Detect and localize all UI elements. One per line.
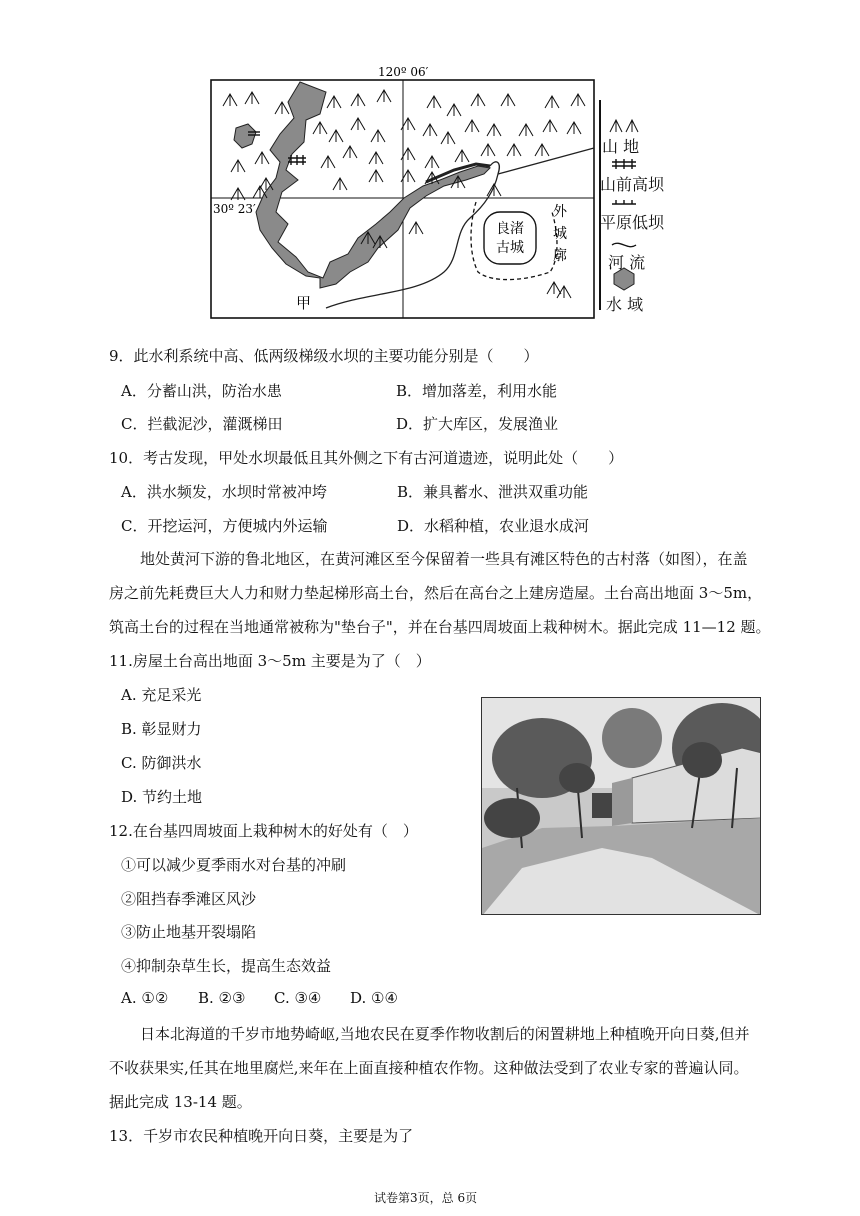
q9-option-d[interactable]: D．扩大库区，发展渔业 bbox=[396, 415, 559, 433]
q9-option-b[interactable]: B．增加落差，利用水能 bbox=[396, 382, 558, 400]
point-jia-label: 甲 bbox=[296, 294, 312, 312]
q12-stem: 12.在台基四周坡面上栽种树木的好处有（ ） bbox=[109, 822, 418, 840]
q12-option-d[interactable]: D. ①④ bbox=[350, 989, 398, 1007]
mountain-icon bbox=[369, 170, 383, 182]
mountain-icon bbox=[333, 178, 347, 190]
mountain-icon bbox=[255, 152, 269, 164]
outer-wall-label-3: 廓 bbox=[553, 248, 567, 264]
q9-option-c[interactable]: C．拦截泥沙，灌溉梯田 bbox=[121, 415, 283, 433]
mountain-icon bbox=[571, 94, 585, 106]
mountain-icon bbox=[543, 120, 557, 132]
city-label-2: 古城 bbox=[496, 240, 524, 256]
mountain-icon bbox=[535, 144, 549, 156]
mountain-icon bbox=[455, 150, 469, 162]
mountain-icon bbox=[427, 96, 441, 108]
q10-stem: 10．考古发现，甲处水坝最低且其外侧之下有古河道遗迹，说明此处（ ） bbox=[109, 449, 624, 467]
mountain-icon bbox=[487, 184, 501, 196]
outer-wall-label-1: 外 bbox=[553, 204, 567, 220]
mountain-icon bbox=[425, 156, 439, 168]
q10-option-d[interactable]: D．水稻种植，农业退水成河 bbox=[397, 517, 590, 535]
village-photo bbox=[481, 697, 761, 915]
passage1-line-1: 地处黄河下游的鲁北地区，在黄河滩区至今保留着一些具有滩区特色的古村落（如图），在盖 bbox=[140, 550, 748, 568]
passage2-line-3: 据此完成 13-14 题。 bbox=[109, 1093, 252, 1111]
q12-option-c[interactable]: C. ③④ bbox=[274, 989, 322, 1007]
liangzhu-city bbox=[484, 212, 536, 264]
mountain-icon bbox=[245, 92, 259, 104]
mountain-icon bbox=[557, 286, 571, 298]
mountain-icon bbox=[377, 90, 391, 102]
mountain-icon bbox=[313, 122, 327, 134]
river-line bbox=[326, 162, 499, 308]
mountain-icon bbox=[447, 104, 461, 116]
mountain-icon bbox=[567, 122, 581, 134]
page-footer: 试卷第3页，总 6页 bbox=[374, 1191, 478, 1205]
legend-mountain-icon bbox=[610, 120, 638, 132]
q10-option-a[interactable]: A．洪水频发，水坝时常被冲垮 bbox=[121, 483, 327, 501]
q9-option-a[interactable]: A．分蓄山洪，防治水患 bbox=[121, 382, 282, 400]
mountain-icon bbox=[351, 118, 365, 130]
city-label-1: 良渚 bbox=[496, 221, 524, 237]
q12-option-b[interactable]: B. ②③ bbox=[198, 989, 246, 1007]
mountain-icon bbox=[343, 146, 357, 158]
q11-option-a[interactable]: A. 充足采光 bbox=[121, 686, 202, 704]
mountain-icon bbox=[507, 144, 521, 156]
mountain-icon bbox=[545, 96, 559, 108]
village-photo-drawing bbox=[482, 698, 761, 915]
q13-stem: 13．千岁市农民种植晚开向日葵，主要是为了 bbox=[109, 1127, 414, 1145]
passage1-line-2: 房之前先耗费巨大人力和财力垫起梯形高土台，然后在高台之上建房造屋。土台高出地面 3～5m， bbox=[109, 584, 763, 602]
q10-option-b[interactable]: B．兼具蓄水、泄洪双重功能 bbox=[397, 483, 589, 501]
q12-option-a[interactable]: A. ①② bbox=[121, 989, 169, 1007]
q12-item-4: ④抑制杂草生长，提高生态效益 bbox=[121, 957, 332, 975]
mountain-icon bbox=[471, 94, 485, 106]
legend-low-dam-icon bbox=[612, 200, 636, 204]
q11-option-b[interactable]: B. 彰显财力 bbox=[121, 720, 202, 738]
legend-low-dam-label: 平原低坝 bbox=[600, 213, 665, 232]
mountain-icon bbox=[327, 96, 341, 108]
small-lake bbox=[234, 124, 256, 148]
passage2-line-2: 不收获果实,任其在地里腐烂,来年在上面直接种植农作物。这种做法受到了农业专家的普遍认同。 bbox=[109, 1059, 749, 1077]
q9-stem: 9．此水利系统中高、低两级梯级水坝的主要功能分别是（ ） bbox=[109, 347, 539, 365]
mountain-icon bbox=[275, 102, 289, 114]
mountain-icon bbox=[547, 282, 561, 294]
legend-high-dam-label: 山前高坝 bbox=[600, 175, 665, 194]
legend-mountain-label: 山 地 bbox=[602, 137, 640, 156]
mountain-icon bbox=[371, 130, 385, 142]
passage2-line-1: 日本北海道的千岁市地势崎岖,当地农民在夏季作物收割后的闲置耕地上种植晚开向日葵,但并 bbox=[140, 1025, 750, 1043]
mountain-icon bbox=[329, 130, 343, 142]
q12-item-2: ②阻挡春季滩区风沙 bbox=[121, 890, 257, 908]
mountain-icon bbox=[423, 124, 437, 136]
mountain-icon bbox=[231, 160, 245, 172]
outer-wall-label-2: 城 bbox=[553, 226, 567, 242]
mountain-icon bbox=[369, 152, 383, 164]
passage1-line-3: 筑高土台的过程在当地通常被称为"垫台子"，并在台基四周坡面上栽种树木。据此完成 11—12 题。 bbox=[109, 618, 771, 636]
q12-item-3: ③防止地基开裂塌陷 bbox=[121, 923, 257, 941]
longitude-label: 120º 06′ bbox=[378, 65, 429, 79]
mountain-icon bbox=[465, 120, 479, 132]
q11-option-d[interactable]: D. 节约土地 bbox=[121, 788, 203, 806]
mountain-icon bbox=[223, 94, 237, 106]
legend-river-icon bbox=[612, 243, 636, 246]
q10-option-c[interactable]: C．开挖运河，方便城内外运输 bbox=[121, 517, 328, 535]
mountain-icon bbox=[481, 144, 495, 156]
mountain-icon bbox=[351, 94, 365, 106]
mountain-icon bbox=[321, 156, 335, 168]
river-branch bbox=[498, 148, 594, 174]
q12-item-1: ①可以减少夏季雨水对台基的冲刷 bbox=[121, 856, 347, 874]
legend-water-label: 水 域 bbox=[606, 295, 644, 314]
reservoir-map bbox=[208, 62, 668, 324]
mountain-icon bbox=[409, 222, 423, 234]
legend-high-dam-icon bbox=[612, 159, 636, 169]
mountain-icon bbox=[519, 124, 533, 136]
mountain-icon bbox=[441, 132, 455, 144]
q11-option-c[interactable]: C. 防御洪水 bbox=[121, 754, 202, 772]
legend-river-label: 河 流 bbox=[608, 253, 646, 272]
latitude-label: 30º 23′ bbox=[213, 202, 256, 216]
mountain-icon bbox=[501, 94, 515, 106]
reservoir-water bbox=[256, 82, 490, 288]
q11-stem: 11.房屋土台高出地面 3～5m 主要是为了（ ） bbox=[109, 652, 431, 670]
mountain-icon bbox=[487, 124, 501, 136]
